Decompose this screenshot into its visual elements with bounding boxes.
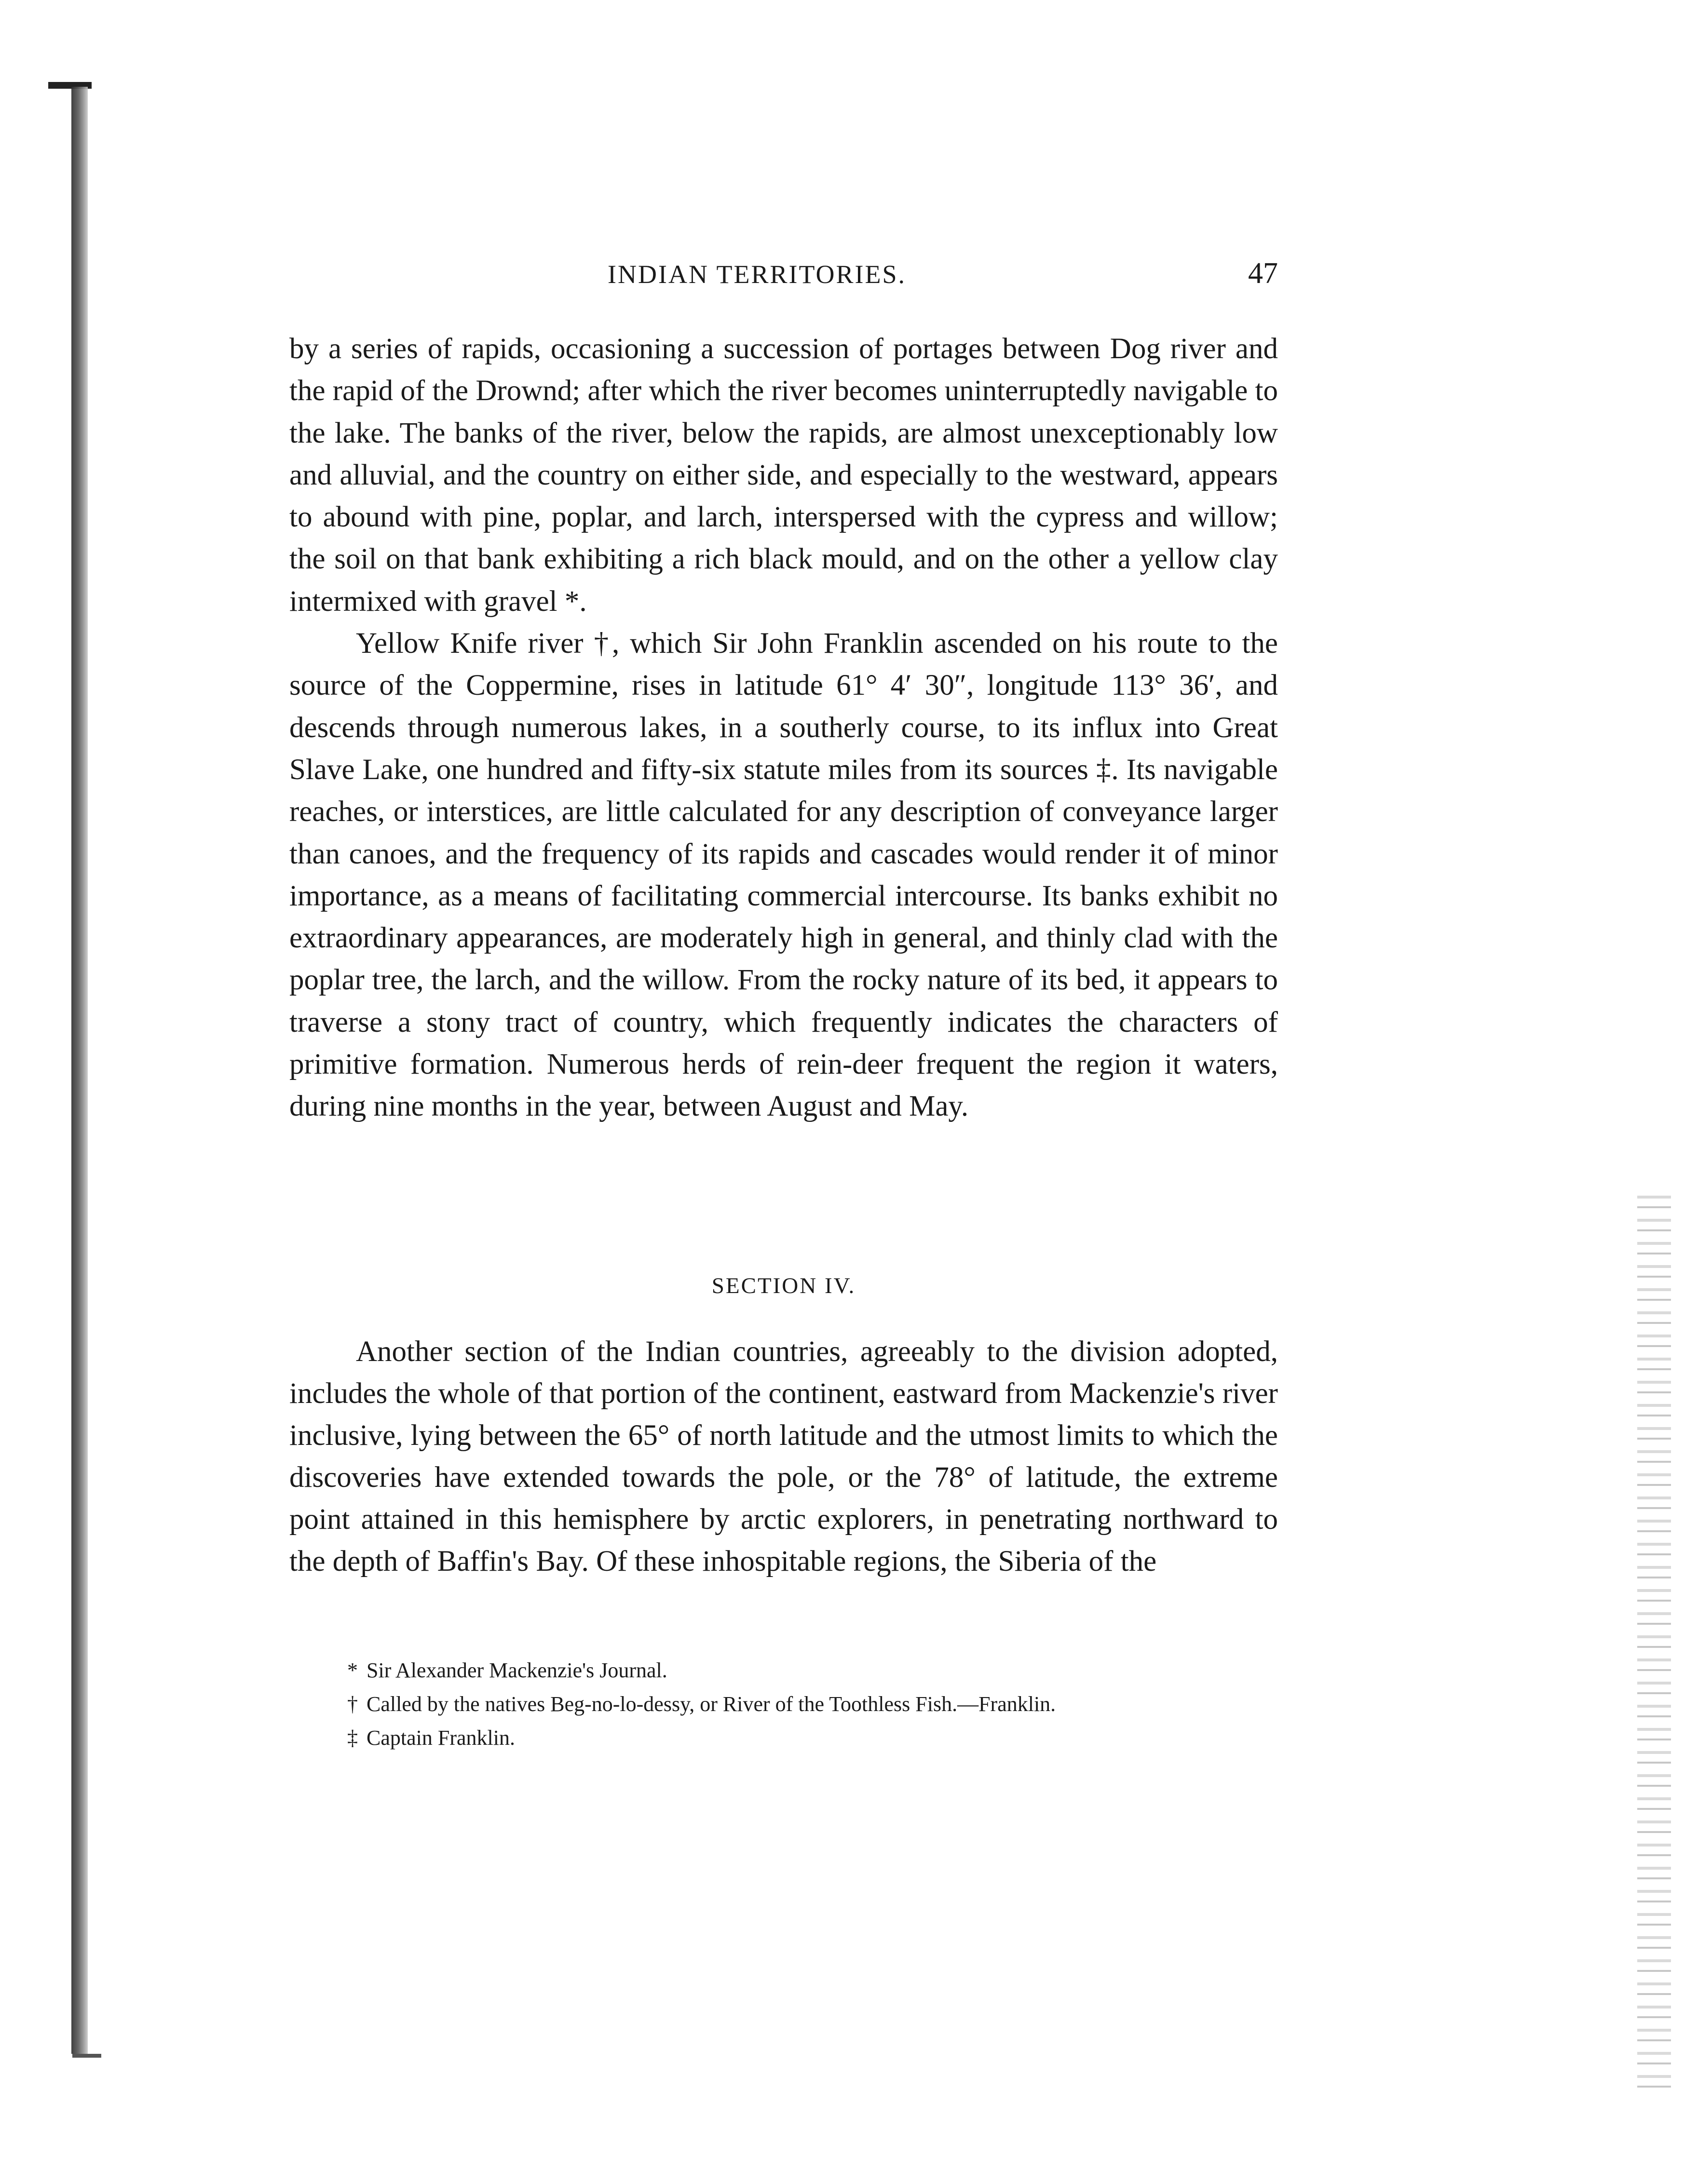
footnote-mark: * xyxy=(347,1658,358,1682)
paragraph-section-iv: Another section of the Indian countries, agreeably to the division adopted, includes the whole of that portion of the continent, eastward from Mackenzie's river inclusive, lying between the 65° of north latitude and the utmost limits to which the discoveries have extended towards the pole, or the 78° of latitude, the extreme point attained in this hemisphere by arctic explorers, in penetrating northward to the depth of Baffin's Bay. Of these inhospitable regions, the Siberia of the xyxy=(289,1335,1278,1577)
footnote-text: Sir Alexander Mackenzie's Journal. xyxy=(367,1658,667,1682)
section-body-text xyxy=(289,1331,1278,1582)
footnote-text: Called by the natives Beg-no-lo-dessy, or River of the Toothless Fish.—Franklin. xyxy=(367,1692,1056,1716)
footnote-mark: ‡ xyxy=(347,1726,358,1750)
footnote xyxy=(347,1654,1288,1687)
running-head xyxy=(289,259,1278,298)
footnote xyxy=(347,1687,1288,1721)
paragraph-yellow-knife-river: Yellow Knife river †, which Sir John Franklin ascended on his route to the source of the Coppermine, rises in latitude 61° 4′ 30″, longitude 113° 36′, and descends through numerous lakes, in a southerly course, to its influx into Great Slave Lake, one hundred and fifty-six statute miles from its sources ‡. Its navigable reaches, or interstices, are little calculated for any description of conveyance larger than canoes, and the frequency of its rapids and cascades would render it of minor importance, as a means of facilitating commercial intercourse. Its banks exhibit no extraordinary appearances, are moderately high in general, and thinly clad with the poplar tree, the larch, and the willow. From the rocky nature of its bed, it appears to traverse a stony tract of country, which frequently indicates the characters of primitive formation. Numerous herds of rein-deer frequent the region it waters, during nine months in the year, between August and May. xyxy=(289,627,1278,1123)
footnote xyxy=(347,1721,1288,1755)
body-text xyxy=(289,328,1278,1128)
binding-edge-foot xyxy=(72,2054,101,2058)
paragraph-continuation: by a series of rapids, occasioning a succession of portages between Dog river and the rapid of the Drownd; after which the river becomes uninterruptedly navigable to the lake. The banks of the river, below the rapids, are almost unexceptionably low and alluvial, and the country on either side, and especially to the westward, appears to abound with pine, poplar, and larch, interspersed with the cypress and willow; the soil on that bank exhibiting a rich black mould, and on the other a yellow clay intermixed with gravel *. xyxy=(289,333,1278,618)
scan-edge-speckle xyxy=(1637,1196,1671,2088)
footnote-text: Captain Franklin. xyxy=(367,1726,515,1750)
page-number: 47 xyxy=(1248,257,1278,290)
running-head-title: INDIAN TERRITORIES. xyxy=(608,260,906,289)
section-heading: SECTION IV. xyxy=(711,1273,856,1298)
footnotes xyxy=(347,1654,1288,1755)
binding-edge-shadow xyxy=(71,87,88,2054)
footnote-mark: † xyxy=(347,1692,358,1716)
